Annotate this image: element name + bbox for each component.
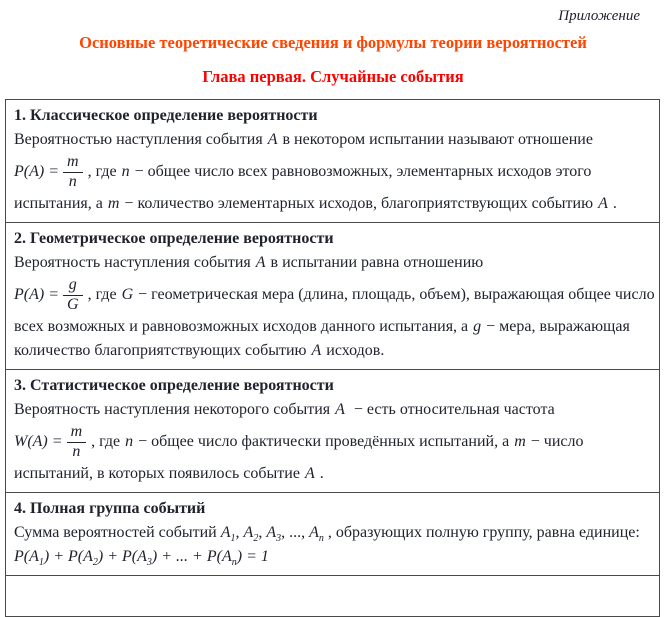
theory-table (5, 99, 660, 617)
fraction-numerator: m (67, 424, 87, 443)
fraction-denominator: G (67, 295, 79, 313)
math-fragment: G (121, 286, 134, 303)
text-fragment: − мера, выражающая (486, 318, 630, 335)
subscript: 1 (38, 557, 44, 568)
subscripted-variable: $A_1$ (220, 524, 236, 544)
section-line (14, 251, 651, 275)
subscript: 3 (276, 533, 282, 544)
math-fragment: A (304, 465, 315, 482)
math-fragment: A (311, 342, 322, 359)
text-fragment: − есть относительная частота (349, 401, 555, 418)
appendix-label: Приложение (558, 8, 640, 24)
math-fragment: P(A) = (14, 163, 59, 180)
math-fragment: A (598, 195, 608, 212)
math-fragment: ) + P( (43, 548, 84, 565)
section-heading: 4. Полная группа событий (14, 500, 206, 517)
text-fragment: , образующих полную группу, равна единице: (323, 524, 640, 541)
section-line (14, 545, 651, 569)
math-fragment: A (335, 401, 345, 418)
text-fragment: − общее число всех равновозможных, элементарных исходов этого (134, 163, 592, 180)
text-fragment: в некотором испытании называют отношение (282, 131, 593, 148)
text-fragment: Вероятность наступления некоторого события (14, 401, 331, 418)
math-fragment: P(A) = (14, 286, 59, 303)
section-line (14, 275, 655, 315)
section-line (14, 192, 651, 216)
section-line (14, 398, 651, 422)
section-line (14, 521, 651, 545)
text-fragment: в испытании равна отношению (270, 254, 484, 271)
subscripted-variable: $A_1$ (29, 548, 44, 568)
subscripted-variable: $A_n$ (221, 548, 237, 568)
table-row (6, 222, 659, 369)
text-fragment: , (235, 524, 244, 541)
fraction (63, 277, 83, 314)
section-line (14, 315, 651, 339)
math-fragment: ) + P( (97, 548, 138, 565)
section-heading: 2. Геометрическое определение вероятности (14, 230, 334, 247)
subscript: 1 (230, 533, 236, 544)
fraction-numerator: m (63, 154, 83, 173)
text-fragment: − общее число фактически проведённых испытаний, а (138, 433, 510, 450)
subscripted-variable: $A_2$ (83, 548, 98, 568)
math-fragment: A (255, 254, 266, 271)
section-line (14, 128, 651, 152)
table-row (6, 492, 659, 575)
subscripted-variable: $A_3$ (137, 548, 152, 568)
page-title: Основные теоретические сведения и формулы теории вероятностей (79, 33, 587, 52)
subscript: n (231, 557, 237, 568)
math-fragment: A (267, 131, 278, 148)
section-line (14, 339, 651, 363)
chapter-subtitle: Глава первая. Случайные события (202, 67, 464, 86)
fraction-denominator: n (68, 172, 77, 190)
text-fragment: Вероятностью наступления события (14, 131, 263, 148)
section-line (14, 462, 651, 486)
section-heading: 1. Классическое определение вероятности (14, 107, 318, 124)
table-row (6, 100, 659, 222)
subscript: 2 (253, 533, 259, 544)
fraction-denominator: n (72, 442, 81, 460)
subscripted-variable: $A_2$ (243, 524, 259, 544)
table-row (6, 369, 659, 492)
math-fragment: ) = 1 (236, 548, 269, 565)
subscript: 2 (92, 557, 98, 568)
text-fragment: Сумма вероятностей событий (14, 524, 221, 541)
fraction (67, 424, 87, 461)
math-fragment: n (125, 433, 134, 450)
table-row-partial (6, 575, 659, 616)
text-fragment: испытаний, в которых появилось событие (14, 465, 300, 482)
text-fragment: − количество элементарных исходов, благоприятствующих событию (124, 195, 594, 212)
text-fragment: , где (87, 286, 117, 303)
subscripted-variable: $A_n$ (309, 524, 324, 544)
subscripted-variable: $A_3$ (266, 524, 282, 544)
math-fragment: g (473, 318, 482, 335)
text-fragment: количество благоприятствующих событию (14, 342, 307, 359)
text-fragment: исходов. (326, 342, 385, 359)
math-fragment: P( (14, 548, 30, 565)
text-fragment: Вероятность наступления события (14, 254, 251, 271)
section-heading: 3. Статистическое определение вероятности (14, 377, 334, 394)
fraction (63, 154, 83, 191)
subscript: n (318, 533, 324, 544)
section-line (14, 152, 651, 192)
text-fragment: , ..., (281, 524, 310, 541)
math-fragment: m (514, 433, 526, 450)
text-fragment: . (612, 195, 617, 212)
section-line (14, 422, 651, 462)
text-fragment: испытания, а (14, 195, 103, 212)
text-fragment: − число (530, 433, 584, 450)
text-fragment: , (258, 524, 267, 541)
text-fragment: − геометрическая мера (длина, площадь, объем), выражающая общее число (138, 286, 655, 303)
math-fragment: m (107, 195, 120, 212)
text-fragment: всех возможных и равновозможных исходов данного испытания, а (14, 318, 469, 335)
math-fragment: ) + ... + P( (151, 548, 222, 565)
text-fragment: , где (91, 433, 121, 450)
text-fragment: , где (87, 163, 117, 180)
fraction-numerator: g (63, 277, 83, 296)
math-fragment: n (121, 163, 130, 180)
text-fragment: . (319, 465, 324, 482)
math-fragment: W(A) = (14, 433, 63, 450)
subscript: 3 (146, 557, 152, 568)
